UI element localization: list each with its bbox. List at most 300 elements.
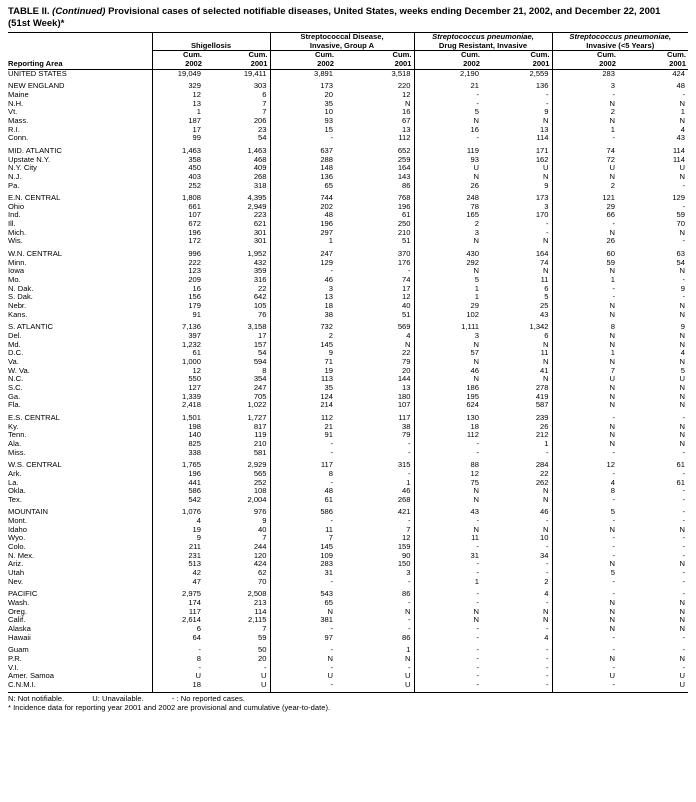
value-cell: 40 [258,525,267,534]
table-continued: (Continued) [52,6,106,17]
value-cell: N [552,117,618,126]
value-cell: 195 [414,393,482,402]
value-cell: N [679,357,685,366]
value-cell: 12 [552,461,618,470]
value-cell: 34 [540,551,549,560]
table-row [8,100,688,109]
value-cell: - [682,181,685,190]
value-cell: N [679,116,685,125]
value-cell: 223 [253,211,267,220]
value-cell: 148 [270,164,336,173]
value-cell: 744 [270,194,336,203]
value-cell: N [552,100,618,109]
value-cell: 65 [270,182,336,191]
value-cell: N [679,625,685,633]
table-row [8,259,688,268]
value-cell: 19 [152,526,204,535]
value-cell: - [545,599,549,608]
value-cell: 2,004 [247,495,267,504]
value-cell: 9 [680,284,685,293]
value-cell: 129 [672,194,685,203]
reporting-area-cell: Vt. [8,108,18,117]
value-cell: U [679,680,685,689]
value-cell: 19,411 [243,69,267,78]
value-cell: - [682,590,685,599]
value-cell: 61 [676,478,685,487]
value-cell: - [270,646,336,655]
value-cell: 2 [552,108,618,117]
value-cell: N [679,302,685,311]
value-cell: 4 [544,633,549,642]
value-cell: 112 [398,134,411,143]
value-cell: 637 [270,147,336,156]
value-cell: - [682,663,685,672]
value-cell: N [679,654,685,663]
reporting-area-cell: Conn. [8,134,29,143]
value-cell: - [545,680,549,689]
value-cell: N [679,172,685,181]
value-cell: 4 [152,517,204,526]
value-cell: - [545,654,549,663]
reporting-area-cell: Utah [8,569,25,578]
value-cell: 211 [152,543,204,552]
value-cell: - [270,440,336,449]
value-cell: 170 [535,211,549,220]
reporting-area-cell: N. Dak. [8,284,34,293]
value-cell: 20 [270,91,336,100]
value-cell: 176 [397,258,411,267]
column-header: Cum. 2002 [152,51,204,69]
value-cell: 3,158 [247,323,267,332]
value-cell: - [682,633,685,642]
value-cell: 222 [152,259,204,268]
table-row [8,401,688,410]
value-cell: - [414,440,482,449]
value-cell: 1,808 [152,194,204,203]
value-cell: U [679,375,685,384]
value-cell: 144 [397,375,411,384]
value-cell: - [414,634,482,643]
reporting-area-cell: NEW ENGLAND [8,82,65,91]
value-cell: - [545,625,549,633]
value-cell: 114 [536,134,549,143]
value-cell: 284 [535,461,549,470]
report-page [8,6,688,712]
value-cell: 46 [402,487,411,496]
value-cell: - [552,578,618,587]
reporting-area-cell: La. [8,478,19,487]
reporting-area-cell: Va. [8,357,19,366]
value-cell: 102 [414,311,482,320]
value-cell: N [543,116,549,125]
value-cell: - [682,577,685,586]
value-cell: 67 [402,116,411,125]
value-cell: 297 [270,229,336,238]
value-cell: 41 [540,366,549,375]
value-cell: 4 [680,125,685,134]
group-header-text: Streptococcus pneumoniae, Invasive (<5 Years) [569,32,672,50]
value-cell: 1 [552,349,618,358]
value-cell: 59 [258,633,267,642]
value-cell: 6 [152,625,204,634]
value-cell: 180 [397,392,411,401]
value-cell: 173 [535,194,549,203]
table-row [8,276,688,285]
table-row [8,211,688,220]
value-cell: 9 [544,108,549,117]
reporting-area-cell: Fla. [8,401,21,410]
value-cell: 7,136 [152,323,204,332]
value-cell: 63 [676,250,685,259]
value-cell: N [679,340,685,349]
column-header: Cum. 2001 [618,51,688,69]
value-cell: 61 [676,461,685,470]
value-cell: N [414,487,482,496]
value-cell: 57 [414,349,482,358]
reporting-area-cell: Amer. Samoa [8,672,55,681]
value-cell: N [543,487,549,496]
table-row [8,517,688,526]
value-cell: N [552,655,618,664]
value-cell: - [682,90,685,99]
value-cell: 316 [253,276,267,285]
value-cell: 61 [402,211,411,220]
value-cell: N [552,625,618,634]
value-cell: 10 [270,108,336,117]
reporting-area-cell: N.J. [8,172,22,181]
value-cell: 424 [672,69,685,78]
value-cell: N [679,383,685,392]
reporting-area-cell: Ga. [8,392,21,401]
value-cell: - [552,91,618,100]
value-cell: 10 [540,534,549,543]
value-cell: 121 [552,194,618,203]
table-row [8,449,688,458]
value-cell: U [679,164,685,173]
value-cell: 2,508 [247,590,267,599]
value-cell: N [679,599,685,608]
value-cell: - [552,681,618,690]
value-cell: 174 [152,599,204,608]
value-cell: 145 [270,341,336,350]
column-header: Cum. 2002 [414,51,482,69]
reporting-area-cell: Pa. [8,181,20,190]
value-cell: - [552,634,618,643]
table-row [8,461,688,470]
reporting-area-cell: Mass. [8,116,29,125]
value-cell: - [414,449,482,458]
value-cell: 16 [414,126,482,135]
value-cell: 1,000 [152,358,204,367]
table-row [8,126,688,135]
value-cell: 259 [397,155,411,164]
value-cell: 59 [676,211,685,220]
value-cell: 262 [535,478,549,487]
area-header-spacer [8,33,152,51]
table-row [8,69,688,78]
value-cell: 11 [414,534,482,543]
value-cell: 172 [152,237,204,246]
table-row [8,164,688,173]
value-cell: U [261,672,267,681]
value-cell: N [405,607,411,616]
value-cell: 164 [535,250,549,259]
value-cell: 358 [152,156,204,165]
value-cell: 196 [397,202,411,211]
value-cell: 250 [397,220,411,229]
value-cell: - [407,577,411,586]
value-cell: 93 [414,156,482,165]
value-cell: - [414,646,482,655]
value-cell: 652 [397,146,411,155]
value-cell: 38 [270,311,336,320]
value-cell: 65 [270,599,336,608]
table-row [8,229,688,238]
value-cell: 513 [152,560,204,569]
table-row [8,302,688,311]
value-cell: - [545,672,549,681]
value-cell: 3 [414,229,482,238]
reporting-area-cell: V.I. [8,663,19,672]
value-cell: 359 [253,267,267,276]
value-cell: N [679,228,685,237]
value-cell: 12 [152,91,204,100]
value-cell: 244 [253,543,267,552]
value-cell: - [414,517,482,526]
value-cell: - [270,267,336,276]
value-cell: 48 [270,487,336,496]
value-cell: 996 [152,250,204,259]
value-cell: 13 [402,383,411,392]
value-cell: 1,463 [152,147,204,156]
value-cell: - [414,681,482,690]
reporting-area-cell: S. ATLANTIC [8,323,54,332]
reporting-area-cell: Nev. [8,577,24,586]
value-cell: 91 [270,431,336,440]
value-cell: 214 [270,401,336,410]
reporting-area-cell: Miss. [8,448,26,457]
value-cell: 397 [152,332,204,341]
value-cell: 22 [258,284,267,293]
value-cell: 42 [152,569,204,578]
value-cell: 61 [270,496,336,505]
value-cell: 1,342 [529,323,549,332]
value-cell: 768 [397,194,411,203]
value-cell: 278 [535,383,549,392]
reporting-area-cell: Minn. [8,258,27,267]
value-cell: 114 [672,146,685,155]
value-cell: 4 [406,332,411,340]
value-cell: 252 [152,182,204,191]
value-cell: 86 [402,181,411,190]
value-cell: 117 [270,461,336,470]
value-cell: - [545,560,549,569]
value-cell: 1,463 [247,146,267,155]
table-row [8,590,688,599]
value-cell: 119 [254,431,267,440]
value-cell: 113 [270,375,336,384]
value-cell: - [682,517,685,526]
group-header-strep-pneumo-drug-resistant [414,33,552,51]
table-week: (51st Week)* [8,18,65,29]
value-cell: N [552,616,618,625]
value-cell: N [543,525,549,534]
value-cell: 107 [397,401,411,410]
value-cell: 11 [540,276,549,285]
value-cell: 468 [253,155,267,164]
reporting-area-cell: Wash. [8,599,30,608]
value-cell: 1,765 [152,461,204,470]
value-cell: - [545,663,549,672]
value-cell: - [545,228,549,237]
value-cell: 569 [397,323,411,332]
value-cell: 20 [258,654,267,663]
value-cell: - [682,293,685,302]
value-cell: 1 [680,108,685,117]
value-cell: 25 [540,302,549,311]
value-cell: N [679,560,685,569]
value-cell: - [414,655,482,664]
value-cell: 301 [253,237,267,246]
table-row [8,440,688,449]
table-row [8,552,688,561]
value-cell: 586 [152,487,204,496]
value-cell: 54 [676,258,685,267]
table-row [8,182,688,191]
value-cell: N [679,267,685,276]
reporting-area-cell: Okla. [8,487,26,496]
value-cell: 441 [152,479,204,488]
value-cell: 117 [152,608,204,617]
table-row [8,194,688,203]
value-cell: - [414,543,482,552]
column-header: Cum. 2002 [270,51,336,69]
value-cell: 7 [552,367,618,376]
value-cell: 248 [414,194,482,203]
footnote-provisional: * Incidence data for reporting year 2001 and 2002 are provisional and cumulative (year-to-date). [8,702,331,712]
value-cell: 46 [540,508,549,517]
footnote-unavailable: U: Unavailable. [92,693,144,703]
value-cell: 18 [152,681,204,690]
value-cell: 268 [397,495,411,504]
value-cell: 17 [258,332,267,340]
value-cell: N [552,358,618,367]
footnote-legend [8,694,688,703]
value-cell: 210 [397,228,411,237]
reporting-area-header: Reporting Area [8,51,152,69]
table-row [8,560,688,569]
value-cell: 64 [152,634,204,643]
value-cell: U [679,672,685,681]
value-cell: 1 [414,293,482,302]
value-cell: 1,232 [152,341,204,350]
table-row [8,147,688,156]
value-cell: - [545,569,549,578]
value-cell: - [545,99,549,108]
value-cell: - [682,551,685,560]
value-cell: 419 [535,392,549,401]
value-cell: 12 [414,470,482,479]
value-cell: - [407,625,411,633]
value-cell: 7 [262,625,267,633]
value-cell: N [679,607,685,616]
value-cell: - [682,413,685,422]
value-cell: 9 [262,517,267,526]
value-cell: 7 [270,534,336,543]
value-cell: 1,339 [152,393,204,402]
value-cell: N [679,310,685,319]
reporting-area-cell: Iowa [8,267,25,276]
value-cell: 127 [152,384,204,393]
value-cell: N [552,311,618,320]
reporting-area-cell: Maine [8,90,29,99]
value-cell: 91 [152,311,204,320]
value-cell: 129 [270,259,336,268]
value-cell: 976 [253,508,267,517]
value-cell: - [682,569,685,578]
value-cell: 430 [414,250,482,259]
value-cell: 12 [402,293,411,302]
table-row [8,91,688,100]
value-cell: - [552,449,618,458]
value-cell: 450 [152,164,204,173]
value-cell: 108 [253,487,267,496]
reporting-area-cell: Upstate N.Y. [8,155,51,164]
value-cell: 5 [680,366,685,375]
value-cell: 3 [406,569,411,578]
value-cell: - [414,91,482,100]
value-cell: 130 [414,414,482,423]
value-cell: - [407,616,411,625]
value-cell: 120 [253,551,267,560]
value-cell: - [682,469,685,478]
value-cell: - [545,543,549,552]
value-cell: U [405,680,411,689]
value-cell: 179 [152,302,204,311]
value-cell: - [270,449,336,458]
value-cell: N [679,525,685,534]
table-row [8,655,688,664]
value-cell: 43 [414,508,482,517]
value-cell: 4 [680,349,685,358]
value-cell: 209 [152,276,204,285]
reporting-area-cell: W.N. CENTRAL [8,250,63,259]
value-cell: 157 [253,340,267,349]
value-cell: 5 [552,569,618,578]
value-cell: - [414,590,482,599]
column-header: Cum. 2001 [336,51,414,69]
table-caption: Provisional cases of selected notifiable diseases, United States, weeks ending December 21, 2002, and December 22, 2001 [108,6,661,17]
value-cell: - [545,90,549,99]
value-cell: 54 [258,134,267,143]
reporting-area-cell: MOUNTAIN [8,508,48,517]
value-cell: - [270,578,336,587]
value-cell: 76 [258,310,267,319]
table-row [8,220,688,229]
value-cell: 1 [414,578,482,587]
value-cell: 156 [152,293,204,302]
value-cell: 35 [270,100,336,109]
value-cell: - [414,134,482,143]
value-cell: 43 [676,134,685,143]
value-cell: N [552,384,618,393]
value-cell: 105 [253,302,267,311]
value-cell: 1 [152,108,204,117]
value-cell: N [414,526,482,535]
reporting-area-cell: S.C. [8,383,23,392]
reporting-area-cell: Ky. [8,422,19,431]
value-cell: 303 [253,82,267,91]
